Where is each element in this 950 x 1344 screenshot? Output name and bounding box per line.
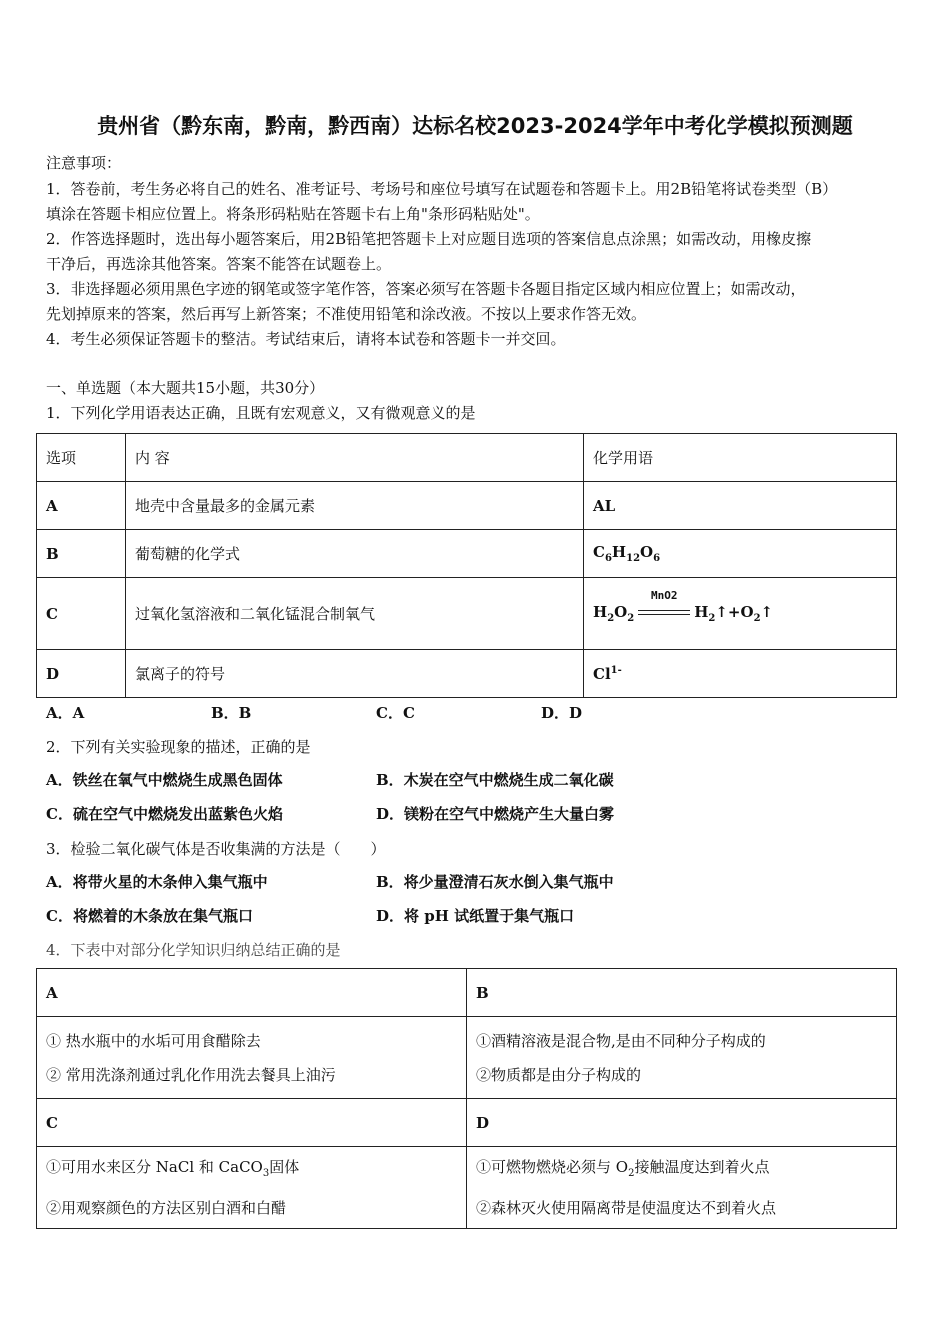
statement-cell [467, 1017, 897, 1099]
option-label-cell: D [467, 1099, 897, 1147]
statement-cell [37, 1147, 467, 1229]
answer-choice: D．D [541, 704, 583, 722]
statement-line: ② 常用洗涤剂通过乳化作用洗去餐具上油污 [46, 1065, 336, 1084]
content-cell: 氯离子的符号 [126, 650, 584, 698]
answer-choice: A．铁丝在氧气中燃烧生成黑色固体 [46, 771, 283, 789]
table-row [37, 1147, 897, 1229]
table-row [37, 482, 897, 530]
formula-subscript: 6 [604, 553, 612, 564]
formula-cell: AL [584, 482, 897, 530]
formula-subscript: 2 [607, 613, 615, 624]
question-2-stem: 2．下列有关实验现象的描述，正确的是 [46, 738, 311, 756]
table-header-row [37, 434, 897, 482]
statement-line: ②物质都是由分子构成的 [476, 1065, 642, 1084]
section-heading: 一、单选题（本大题共15小题，共30分） [46, 379, 325, 397]
question-1-stem: 1．下列化学用语表达正确，且既有宏观意义，又有微观意义的是 [46, 404, 476, 422]
table-row [37, 530, 897, 578]
table-header-cell: 化学用语 [584, 434, 897, 482]
notice-line: 填涂在答题卡相应位置上。将条形码粘贴在答题卡右上角"条形码粘贴处"。 [46, 205, 540, 223]
statement-line [46, 1150, 457, 1191]
formula-part: ↑+O [715, 603, 754, 621]
answer-choice: C．C [376, 704, 415, 722]
option-cell: A [37, 482, 126, 530]
table-row [37, 650, 897, 698]
formula-part: H [593, 603, 608, 621]
table-row [37, 1099, 897, 1147]
question-3-stem: 3．检验二氧化碳气体是否收集满的方法是（ ） [46, 840, 386, 858]
statement-line: ②用观察颜色的方法区别白酒和白醋 [46, 1199, 287, 1217]
formula-part: H [694, 603, 709, 621]
formula-part: H [611, 543, 627, 561]
catalyst-label: MnO2 [650, 589, 678, 602]
statement-line [476, 1150, 887, 1191]
notice-heading: 注意事项： [46, 154, 122, 172]
formula-part: Cl [593, 664, 611, 683]
equals-line [638, 610, 690, 611]
formula-part: O [640, 543, 654, 561]
option-cell: D [37, 650, 126, 698]
answer-choice: C．硫在空气中燃烧发出蓝紫色火焰 [46, 805, 283, 823]
content-cell: 葡萄糖的化学式 [126, 530, 584, 578]
answer-choice: A．将带火星的木条伸入集气瓶中 [46, 873, 268, 891]
formula-subscript: 6 [653, 553, 661, 564]
answer-choice: B．B [211, 704, 252, 722]
statement-line: ①酒精溶液是混合物,是由不同种分子构成的 [476, 1031, 766, 1050]
table-row [37, 578, 897, 650]
statement-text: 固体 [269, 1158, 300, 1176]
table-row [37, 969, 897, 1017]
statement-text: ①可燃物燃烧必须与 O [476, 1158, 629, 1176]
statement-text: 接触温度达到着火点 [634, 1158, 770, 1176]
formula-subscript: 2 [627, 613, 635, 624]
statement-text: ①可用水来区分 NaCl 和 CaCO [46, 1158, 263, 1176]
answer-choice: A．A [46, 704, 85, 722]
reaction-cell [584, 578, 897, 650]
answer-choice: B．木炭在空气中燃烧生成二氧化碳 [376, 771, 614, 789]
table-row [37, 1017, 897, 1099]
formula-subscript: 3 [262, 1168, 270, 1179]
notice-line: 3．非选择题必须用黑色字迹的钢笔或签字笔作答，答案必须写在答题卡各题目指定区域内相应位置上；如需改动， [46, 280, 806, 298]
formula-part: C [593, 543, 605, 561]
page-title: 贵州省（黔东南，黔南，黔西南）达标名校2023-2024学年中考化学模拟预测题 [97, 114, 853, 138]
option-cell: C [37, 578, 126, 650]
notice-line: 4．考生必须保证答题卡的整洁。考试结束后，请将本试卷和答题卡一并交回。 [46, 330, 566, 348]
content-cell: 过氧化氢溶液和二氧化锰混合制氧气 [126, 578, 584, 650]
formula-subscript: 12 [626, 553, 641, 564]
formula-part: ↑ [760, 603, 774, 621]
question-4-table [36, 968, 897, 1229]
formula-cell [584, 650, 897, 698]
answer-choice: D．镁粉在空气中燃烧产生大量白雾 [376, 805, 615, 823]
equals-line [638, 614, 690, 615]
formula-subscript: 2 [628, 1168, 635, 1179]
option-label-cell: B [467, 969, 897, 1017]
content-cell: 地壳中含量最多的金属元素 [126, 482, 584, 530]
table-header-cell: 选项 [37, 434, 126, 482]
statement-cell [467, 1147, 897, 1229]
formula-subscript: 2 [708, 613, 716, 624]
formula-superscript: 1- [610, 664, 622, 676]
answer-choice: D．将 pH 试纸置于集气瓶口 [376, 907, 575, 925]
question-1-table [36, 433, 897, 698]
statement-line: ②森林灭火使用隔离带是使温度达不到着火点 [476, 1199, 777, 1217]
table-header-cell: 内 容 [126, 434, 584, 482]
notice-line: 2．作答选择题时，选出每小题答案后，用2B铅笔把答题卡上对应题目选项的答案信息点涂黑；如需改动，用橡皮擦 [46, 230, 812, 248]
formula-cell [584, 530, 897, 578]
statement-line: ① 热水瓶中的水垢可用食醋除去 [46, 1031, 261, 1050]
answer-choice: C．将燃着的木条放在集气瓶口 [46, 907, 253, 925]
answer-choice: B．将少量澄清石灰水倒入集气瓶中 [376, 873, 614, 891]
option-cell: B [37, 530, 126, 578]
reaction-condition [638, 589, 690, 621]
option-label-cell: A [37, 969, 467, 1017]
notice-line: 1．答卷前，考生务必将自己的姓名、准考证号、考场号和座位号填写在试题卷和答题卡上。用2B铅笔将试卷类型（B） [46, 180, 838, 198]
question-4-stem: 4．下表中对部分化学知识归纳总结正确的是 [46, 941, 341, 959]
notice-line: 先划掉原来的答案，然后再写上新答案；不准使用铅笔和涂改液。不按以上要求作答无效。 [46, 305, 647, 323]
statement-cell [37, 1017, 467, 1099]
notice-line: 干净后，再选涂其他答案。答案不能答在试题卷上。 [46, 255, 392, 273]
formula-subscript: 2 [753, 613, 761, 624]
option-label-cell: C [37, 1099, 467, 1147]
formula-part: O [614, 603, 628, 621]
